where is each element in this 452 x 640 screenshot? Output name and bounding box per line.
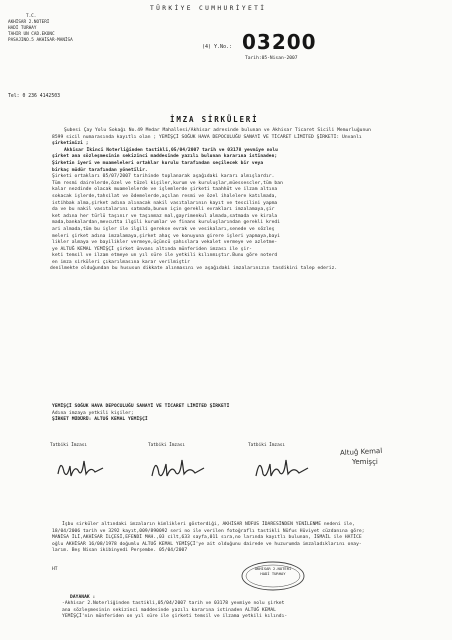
footnote-line: YEMİŞÇİ'nin münferiden on yıl süre ile şirketi temsil ve ilzama yetkili kılındı- bbox=[62, 614, 288, 620]
body-line: ye ALTUĞ KEMAL YEMİŞÇİ şirket ünvanı altında münferiden imzası ile şir- bbox=[52, 246, 252, 252]
body-line: birkaç müdür tarafından yönetilir. bbox=[52, 167, 148, 173]
certification-line: MANİSA İLİ,AKHİSAR İLÇESİ,EFENDİ MAH.,03 cilt,633 sayfa,011 sıra,no larında kayıtlı bulunan, İSMAİL ile HATİCE bbox=[52, 535, 362, 541]
handwritten-name: Altuğ Kemal bbox=[339, 446, 383, 458]
body-line: da ve bu nakil vasıtalarını satmada,bunun için gerekli evrakları imzalamaya,şir bbox=[52, 207, 275, 213]
signature-3 bbox=[252, 452, 312, 482]
body-line: Tüm resmi dairelerde,özel ve tüzel kişiler,kurum ve kuruluşlar,müessescler,tüm ban bbox=[52, 180, 283, 186]
signature-2 bbox=[148, 452, 208, 482]
body-line: likler almaya ve bayilikler vermeye,üçüncü şahıslara vekalet vermeye ve azletme- bbox=[52, 240, 278, 246]
body-line: mada,bankalardan,mevcutta ilgili kurumlar ve finans kuruluşlarından gerekli kredi bbox=[52, 220, 281, 226]
body-line: şirketimizi ; bbox=[52, 141, 89, 147]
document-title: İMZA SİRKÜLERİ bbox=[170, 115, 259, 124]
body-text bbox=[52, 128, 371, 273]
certification-line: 18/04/2006 tarih ve 3292 kayıt,009/890092 seri no ile verilen fotoğraflı tastikli Nüfus Hüviyet cüzdanına göre; bbox=[52, 528, 365, 534]
company-name: YEMİŞÇİ SOĞUK HAVA DEPOCULUĞU SANAYİ VE TİCARET LİMİTED ŞİRKETİ bbox=[52, 404, 230, 409]
body-line: Şirketin iyeri ve muameleleri ortaklar kurulu tarafından seçilecek bir veya bbox=[52, 160, 264, 166]
seal-line: HADİ TURHAY bbox=[260, 571, 286, 576]
body-line: ari almada,tüm bu işler ile ilgili gerekse evrak ve vesikaları,senede ve sözleş bbox=[52, 226, 275, 232]
company-block bbox=[52, 404, 229, 424]
seal-line: AKHİSAR 2.NOTERİ bbox=[254, 566, 292, 571]
notary-seal bbox=[240, 560, 306, 592]
certification-text bbox=[52, 522, 365, 555]
body-line: 8599 sicil numarasında kayıtlı olan ; YEMİŞÇİ SOĞUK HAVA DEPOCULUĞU SANAYİ VE TİCARET LİMİTED ŞİRKETİ: Unvanlı bbox=[52, 134, 362, 140]
body-line: ket adına her türlü taşınır ve taşınmaz mal,gayrimenkul almada,satmada ve kirala bbox=[52, 213, 278, 219]
signature-1 bbox=[55, 452, 110, 482]
body-line: kalar nezdinde olacak muamelelerde ve işlemlerde şirketi taahhüt ve ilzam altına bbox=[52, 187, 278, 193]
footnote-line: ana sözleşmesinin sekizinci maddesinde yazılı kararına istinaden ALTUĞ KEMAL bbox=[62, 607, 276, 613]
body-line: Akhisar İkinci Noterliğinden tastikli,05/04/2007 tarih ve 03178 yevmiye nolu bbox=[64, 147, 278, 153]
notary-line: TAHIR UN CAD.EKONC bbox=[8, 31, 55, 37]
body-line: en imza sirküleri çıkarılmasına karar verilmiştir bbox=[52, 259, 190, 265]
body-line: sokacak işlerde,tahsilat ve ödemelerde,açılan resmi ve özel ihalelere katılmada, bbox=[52, 193, 278, 199]
notary-line: AKHİSAR 2.NOTERİ bbox=[8, 19, 50, 25]
body-line: keti temsil ve ilzam etmeye un yıl süre ile yetkili kılınmıştır.Bunu göre noterd bbox=[52, 253, 278, 259]
company-director: ŞİRKET MÜDÜRÜ: ALTUĞ KEMAL YEMİŞÇİ bbox=[52, 417, 148, 423]
seal-text bbox=[242, 566, 304, 576]
notary-line: HADİ TURHAY bbox=[8, 25, 37, 31]
footnote bbox=[62, 595, 287, 621]
body-line: denilmekte olduğundan bu hususun dikkate alınmasını ve aşağıdaki imzalarınızın tasdikini talep ederiz. bbox=[50, 266, 338, 272]
notary-block bbox=[8, 14, 73, 44]
body-line: şirket ana sözleşmesinin sekizinci maddesinde yazılı bulunan kararına istinaden; bbox=[52, 154, 278, 160]
notary-line: PASAJINO.5 AKHİSAR-MANİSA bbox=[8, 37, 73, 43]
certification-line: larım. Beş Nisan ikibinyedi Perşembe. 05/04/2007 bbox=[52, 548, 188, 554]
footnote-line: DAYANAK : bbox=[70, 595, 96, 600]
signature-label: Tatbiki İmzası bbox=[148, 443, 186, 448]
signature-label: Tatbiki İmzası bbox=[50, 443, 88, 448]
serial-number: 03200 bbox=[242, 30, 317, 54]
header-country: TÜRKİYE CUMHURİYETİ bbox=[150, 5, 267, 12]
body-line: Şubesi Çay Yolu Sokağı No.49 Medar Mahallesi/Akhisar adresinde bulunan ve Akhisar Ticaret Sicili Memurluğunun bbox=[64, 128, 371, 133]
ht-mark: HT bbox=[52, 567, 58, 572]
footnote-line: -Akhisar 2.Noterliğinden tastikli,05/04/2007 tarih ve 03178 yevmiye nolu şirket bbox=[62, 601, 285, 607]
body-line: istihbak alma,şirket adına alınacak nakil vasıtalarının kayıt ve tescilini yapma bbox=[52, 200, 278, 206]
authorized-persons-label: Adına imzaya yetkili kişiler; bbox=[52, 410, 134, 416]
notary-phone: Tel: 0 236 4142503 bbox=[8, 94, 60, 99]
certification-line: oğlu AKHİSAR 16/08/1978 doğumlu ALTUĞ KEMAL YEMİŞÇİ'ye ait olduğunu dairede ve huzurumda imzaladıklarını onay- bbox=[52, 541, 362, 547]
notary-line: T.C. bbox=[26, 14, 37, 19]
body-line: Şirketi ortakları 05/07/2007 tarihinde toplanarak aşağıdaki kararı almışlardır. bbox=[52, 174, 275, 180]
body-line: meleri şirket adına imzalamaya,şirket ahaç ve konuyuna girere işleri yapmaya,bayi bbox=[52, 233, 281, 239]
certification-line: İşbu sirküler altındaki imzaların kimlikleri gösterdiği, AKHİSAR NÜFUS İDARESİNDEN YENİLENME nedeni ile, bbox=[62, 522, 355, 527]
serial-label: (4) Y.No.: bbox=[202, 44, 233, 50]
handwritten-name-line2: Yemişçi bbox=[352, 458, 378, 466]
document-date: Tarih:05-Nisan-2007 bbox=[245, 56, 298, 61]
signature-label: Tatbiki İmzası bbox=[248, 443, 286, 448]
